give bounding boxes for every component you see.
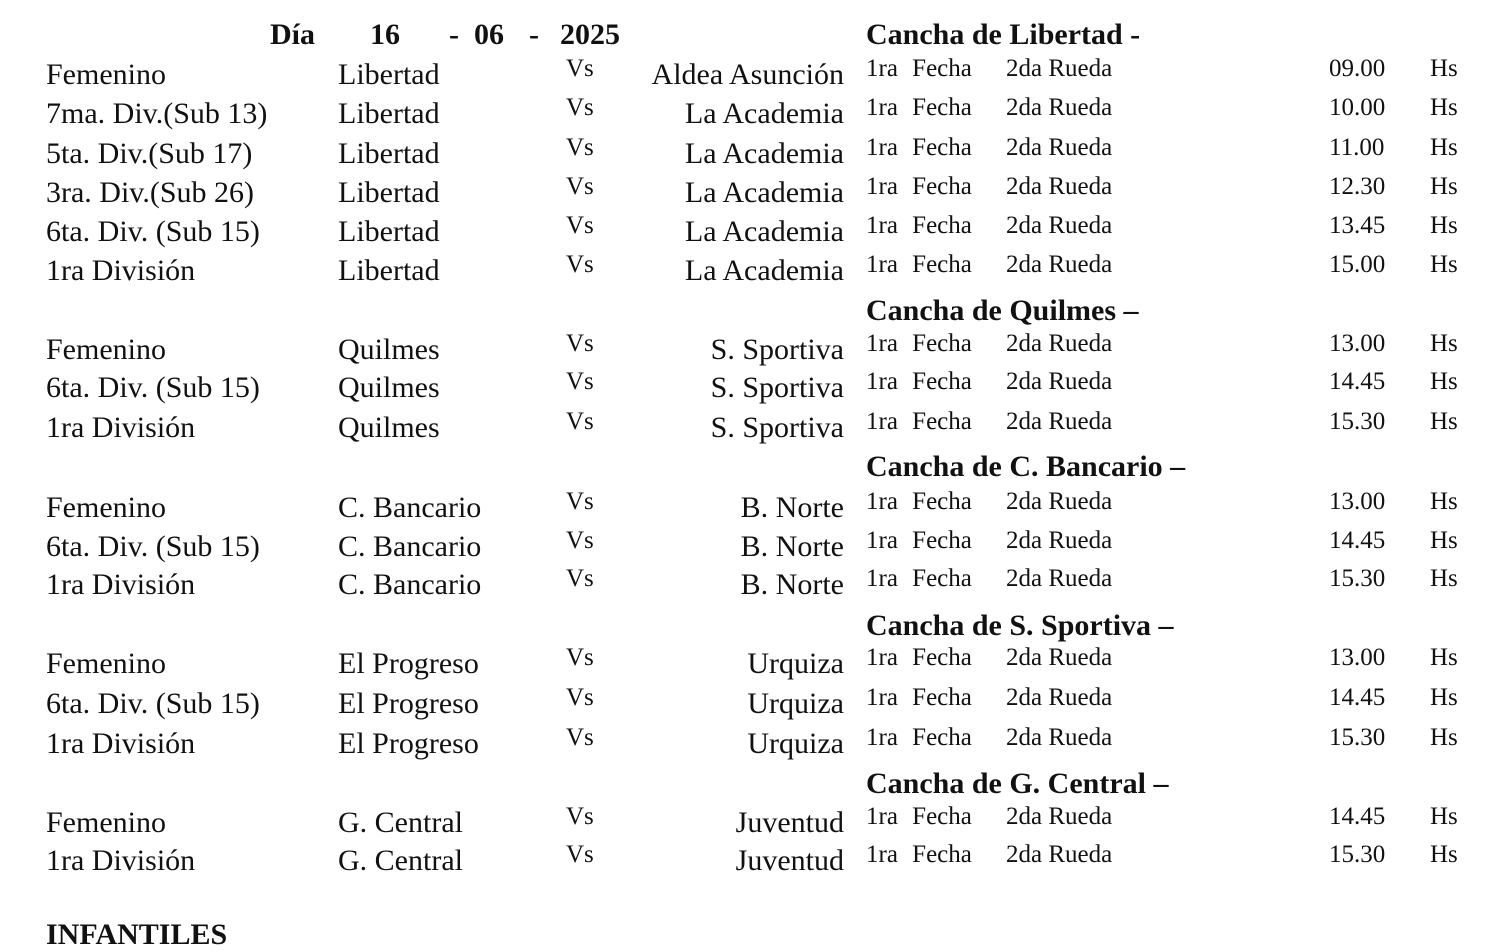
home-team: Libertad: [338, 137, 440, 170]
time-unit: Hs: [1430, 173, 1458, 200]
home-team: Libertad: [338, 58, 440, 91]
match-time: 12.30: [1329, 173, 1386, 200]
time-unit: Hs: [1430, 212, 1458, 239]
match-fecha: 1ra Fecha: [866, 368, 972, 395]
match-fecha: 1ra Fecha: [866, 565, 972, 592]
versus-label: Vs: [566, 488, 594, 515]
venue-heading-c-bancario: Cancha de C. Bancario –: [866, 450, 1186, 483]
match-category: 6ta. Div. (Sub 15): [46, 687, 260, 720]
match-row: [0, 55, 1500, 98]
venue-heading-libertad: Cancha de Libertad -: [866, 18, 1141, 51]
away-team: B. Norte: [740, 491, 844, 524]
match-row: [0, 527, 1500, 570]
match-rueda: 2da Rueda: [1006, 55, 1113, 82]
away-team: La Academia: [684, 215, 844, 248]
versus-label: Vs: [566, 724, 594, 751]
date-separator-2: -: [529, 18, 539, 51]
match-row: [0, 408, 1500, 451]
match-rueda: 2da Rueda: [1006, 173, 1113, 200]
match-row: [0, 565, 1500, 608]
time-unit: Hs: [1430, 251, 1458, 278]
time-unit: Hs: [1430, 488, 1458, 515]
match-fecha: 1ra Fecha: [866, 134, 972, 161]
home-team: G. Central: [338, 844, 463, 877]
match-fecha: 1ra Fecha: [866, 212, 972, 239]
away-team: La Academia: [684, 254, 844, 287]
away-team: Aldea Asunción: [651, 58, 844, 91]
home-team: Quilmes: [338, 333, 440, 366]
match-rueda: 2da Rueda: [1006, 684, 1113, 711]
venue-heading-s-sportiva: Cancha de S. Sportiva –: [866, 609, 1174, 642]
match-rueda: 2da Rueda: [1006, 724, 1113, 751]
versus-label: Vs: [566, 330, 594, 357]
match-row: [0, 803, 1500, 846]
match-rueda: 2da Rueda: [1006, 251, 1113, 278]
match-time: 15.00: [1329, 251, 1386, 278]
venue-heading-g-central: Cancha de G. Central –: [866, 767, 1169, 800]
match-row: [0, 841, 1500, 884]
match-row: [0, 94, 1500, 137]
time-unit: Hs: [1430, 368, 1458, 395]
infantiles-heading: INFANTILES: [46, 918, 228, 951]
time-unit: Hs: [1430, 684, 1458, 711]
match-row: [0, 212, 1500, 255]
away-team: La Academia: [684, 137, 844, 170]
match-category: 1ra División: [46, 568, 196, 601]
versus-label: Vs: [566, 408, 594, 435]
match-time: 10.00: [1329, 94, 1386, 121]
away-team: S. Sportiva: [710, 333, 844, 366]
match-category: Femenino: [46, 647, 166, 680]
match-fecha: 1ra Fecha: [866, 803, 972, 830]
away-team: B. Norte: [740, 530, 844, 563]
home-team: G. Central: [338, 806, 463, 839]
match-category: 6ta. Div. (Sub 15): [46, 215, 260, 248]
home-team: El Progreso: [338, 727, 479, 760]
match-rueda: 2da Rueda: [1006, 212, 1113, 239]
time-unit: Hs: [1430, 55, 1458, 82]
match-category: 7ma. Div.(Sub 13): [46, 97, 268, 130]
match-category: 3ra. Div.(Sub 26): [46, 176, 255, 209]
versus-label: Vs: [566, 212, 594, 239]
match-time: 15.30: [1329, 724, 1386, 751]
match-time: 13.00: [1329, 488, 1386, 515]
match-category: 1ra División: [46, 844, 196, 877]
match-time: 11.00: [1329, 134, 1385, 161]
home-team: El Progreso: [338, 647, 479, 680]
date-separator-1: -: [449, 18, 459, 51]
time-unit: Hs: [1430, 565, 1458, 592]
versus-label: Vs: [566, 55, 594, 82]
versus-label: Vs: [566, 94, 594, 121]
time-unit: Hs: [1430, 803, 1458, 830]
match-row: [0, 251, 1500, 294]
home-team: Libertad: [338, 97, 440, 130]
home-team: C. Bancario: [338, 491, 482, 524]
match-rueda: 2da Rueda: [1006, 94, 1113, 121]
match-category: Femenino: [46, 58, 166, 91]
match-fecha: 1ra Fecha: [866, 55, 972, 82]
match-fecha: 1ra Fecha: [866, 684, 972, 711]
match-row: [0, 644, 1500, 687]
match-category: 1ra División: [46, 254, 196, 287]
match-rueda: 2da Rueda: [1006, 644, 1113, 671]
away-team: Juventud: [735, 806, 844, 839]
match-fecha: 1ra Fecha: [866, 173, 972, 200]
match-time: 14.45: [1329, 527, 1386, 554]
home-team: Quilmes: [338, 371, 440, 404]
home-team: Quilmes: [338, 411, 440, 444]
match-rueda: 2da Rueda: [1006, 488, 1113, 515]
time-unit: Hs: [1430, 724, 1458, 751]
away-team: Urquiza: [747, 647, 844, 680]
match-fecha: 1ra Fecha: [866, 644, 972, 671]
match-row: [0, 173, 1500, 216]
match-row: [0, 330, 1500, 373]
match-fecha: 1ra Fecha: [866, 488, 972, 515]
match-time: 15.30: [1329, 565, 1386, 592]
home-team: Libertad: [338, 254, 440, 287]
match-time: 13.00: [1329, 330, 1386, 357]
match-time: 15.30: [1329, 841, 1386, 868]
versus-label: Vs: [566, 803, 594, 830]
match-fecha: 1ra Fecha: [866, 408, 972, 435]
away-team: S. Sportiva: [710, 371, 844, 404]
match-fecha: 1ra Fecha: [866, 527, 972, 554]
time-unit: Hs: [1430, 408, 1458, 435]
match-time: 14.45: [1329, 803, 1386, 830]
match-category: Femenino: [46, 491, 166, 524]
match-time: 15.30: [1329, 408, 1386, 435]
match-row: [0, 368, 1500, 411]
match-fecha: 1ra Fecha: [866, 330, 972, 357]
match-rueda: 2da Rueda: [1006, 565, 1113, 592]
match-rueda: 2da Rueda: [1006, 368, 1113, 395]
home-team: Libertad: [338, 215, 440, 248]
time-unit: Hs: [1430, 134, 1458, 161]
match-fecha: 1ra Fecha: [866, 94, 972, 121]
match-category: 6ta. Div. (Sub 15): [46, 530, 260, 563]
versus-label: Vs: [566, 251, 594, 278]
match-time: 09.00: [1329, 55, 1386, 82]
home-team: El Progreso: [338, 687, 479, 720]
versus-label: Vs: [566, 368, 594, 395]
match-time: 14.45: [1329, 368, 1386, 395]
away-team: La Academia: [684, 176, 844, 209]
away-team: La Academia: [684, 97, 844, 130]
away-team: S. Sportiva: [710, 411, 844, 444]
time-unit: Hs: [1430, 841, 1458, 868]
versus-label: Vs: [566, 684, 594, 711]
match-category: Femenino: [46, 333, 166, 366]
match-row: [0, 684, 1500, 727]
time-unit: Hs: [1430, 527, 1458, 554]
match-fecha: 1ra Fecha: [866, 251, 972, 278]
match-rueda: 2da Rueda: [1006, 527, 1113, 554]
match-row: [0, 724, 1500, 767]
match-category: 1ra División: [46, 727, 196, 760]
versus-label: Vs: [566, 134, 594, 161]
match-row: [0, 488, 1500, 531]
match-fecha: 1ra Fecha: [866, 724, 972, 751]
match-time: 14.45: [1329, 684, 1386, 711]
versus-label: Vs: [566, 841, 594, 868]
match-rueda: 2da Rueda: [1006, 330, 1113, 357]
match-category: Femenino: [46, 806, 166, 839]
date-header: [270, 18, 620, 52]
versus-label: Vs: [566, 565, 594, 592]
time-unit: Hs: [1430, 94, 1458, 121]
match-rueda: 2da Rueda: [1006, 841, 1113, 868]
match-rueda: 2da Rueda: [1006, 134, 1113, 161]
versus-label: Vs: [566, 173, 594, 200]
match-category: 5ta. Div.(Sub 17): [46, 137, 253, 170]
home-team: C. Bancario: [338, 568, 482, 601]
away-team: Juventud: [735, 844, 844, 877]
home-team: C. Bancario: [338, 530, 482, 563]
versus-label: Vs: [566, 527, 594, 554]
match-time: 13.45: [1329, 212, 1386, 239]
date-month: 06: [474, 18, 504, 51]
time-unit: Hs: [1430, 330, 1458, 357]
match-rueda: 2da Rueda: [1006, 803, 1113, 830]
match-rueda: 2da Rueda: [1006, 408, 1113, 435]
away-team: B. Norte: [740, 568, 844, 601]
versus-label: Vs: [566, 644, 594, 671]
match-fecha: 1ra Fecha: [866, 841, 972, 868]
away-team: Urquiza: [747, 727, 844, 760]
match-row: [0, 134, 1500, 177]
home-team: Libertad: [338, 176, 440, 209]
date-year: 2025: [560, 18, 620, 51]
match-time: 13.00: [1329, 644, 1386, 671]
away-team: Urquiza: [747, 687, 844, 720]
venue-heading-quilmes: Cancha de Quilmes –: [866, 294, 1139, 327]
date-label: Día: [270, 18, 315, 51]
date-day: 16: [370, 18, 400, 51]
time-unit: Hs: [1430, 644, 1458, 671]
match-category: 6ta. Div. (Sub 15): [46, 371, 260, 404]
match-category: 1ra División: [46, 411, 196, 444]
